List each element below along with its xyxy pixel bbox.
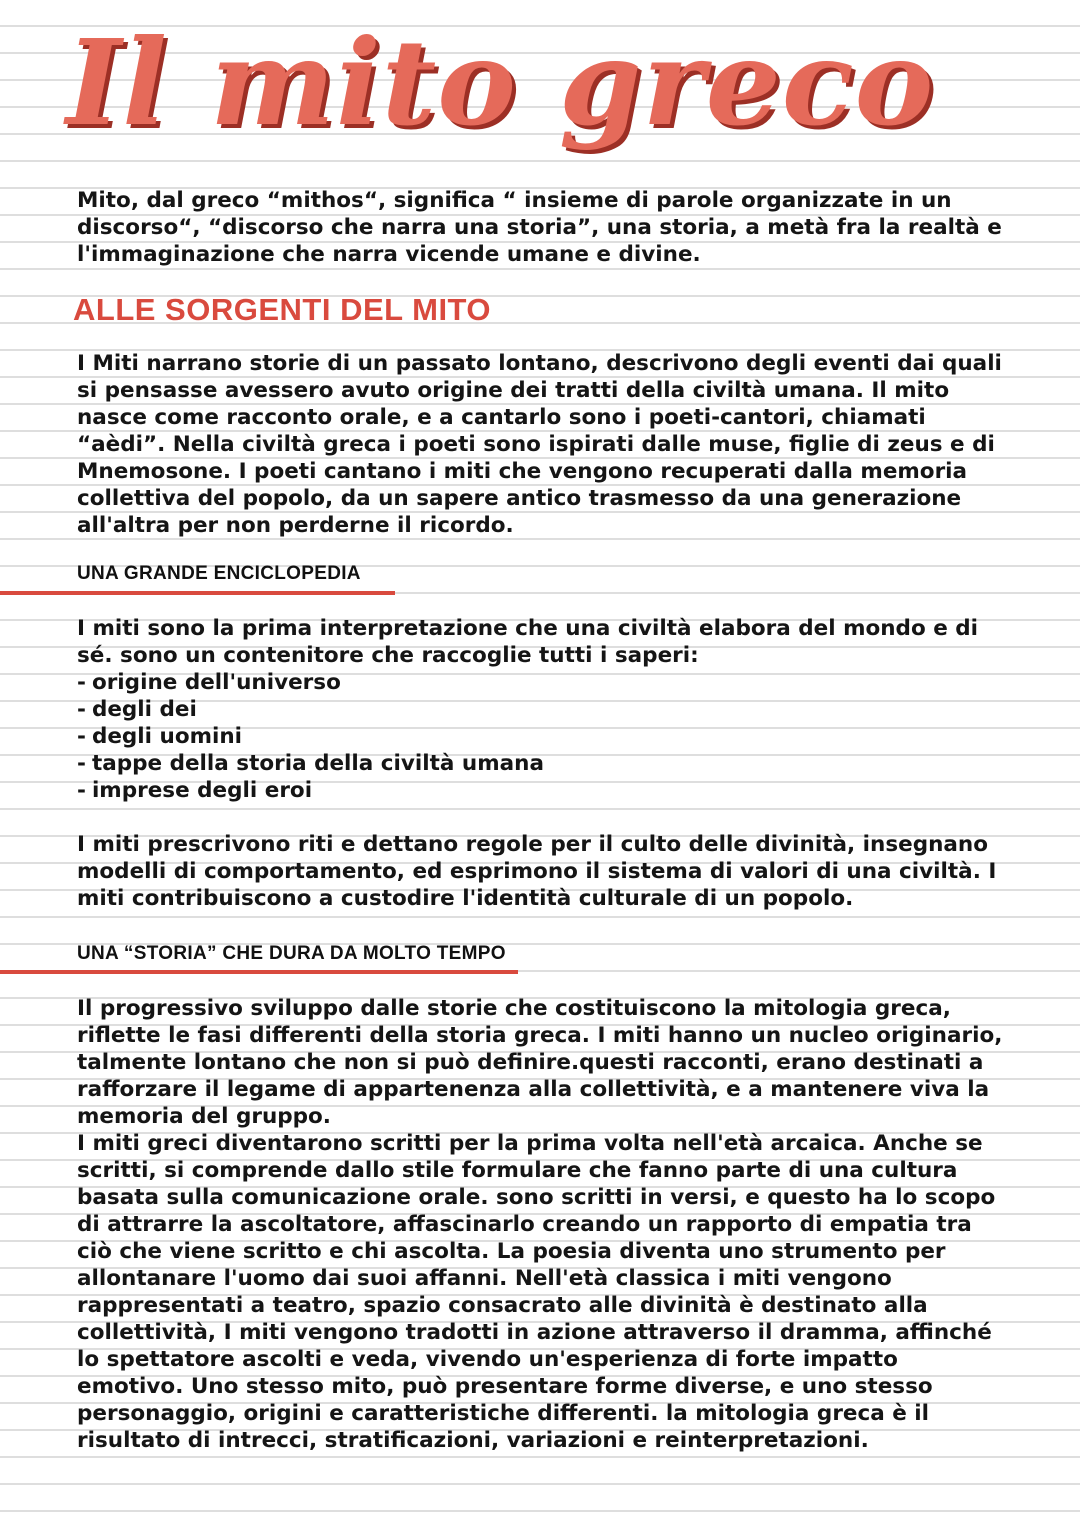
subheading-enciclopedia: UNA GRANDE ENCICLOPEDIA <box>77 563 361 584</box>
list-item: - degli dei <box>77 697 197 722</box>
intro-paragraph: Mito, dal greco “mithos“, significa “ insieme di parole organizzate in un discorso“, “discorso che narra una storia”, una storia, a metà fra la realtà e l'immaginazione che narra vicende umane e divine. <box>77 188 1002 267</box>
page-title: Il mito greco <box>66 13 935 152</box>
heading-underline <box>0 591 395 595</box>
storia-paragraph-2: I miti greci diventarono scritti per la prima volta nell'età arcaica. Anche se scritti, si comprende dallo stile formulare che fanno parte di una cultura basata sulla comunicazione orale. sono scritti in versi, e questo ha lo scopo di attrarre la ascoltatore, affascinarlo creando un rapporto di empatia tra ciò che viene scritto e chi ascolta. La poesia diventa uno strumento per allontanare l'uomo dai suoi affanni. Nell'età classica i miti vengono rappresentati a teatro, spazio consacrato alle divinità è destinato alla collettività, I miti vengono tradotti in azione attraverso il dramma, affinché lo spettatore ascolti e veda, vivendo un'esperienza di forte impatto emotivo. Uno stesso mito, può presentare forme diverse, e uno stesso personaggio, origini e caratteristiche differenti. la mitologia greca è il risultato di intrecci, stratificazioni, variazioni e reinterpretazioni. <box>77 1131 996 1453</box>
heading-underline <box>0 970 518 974</box>
sorgenti-paragraph: I Miti narrano storie di un passato lontano, descrivono degli eventi dai quali si pensasse avessero avuto origine dei tratti della civiltà umana. Il mito nasce come racconto orale, e a cantarlo sono i poeti-cantori, chiamati “aèdi”. Nella civiltà greca i poeti sono ispirati dalle muse, figlie di zeus e di Mnemosone. I poeti cantano i miti che vengono recuperati dalla memoria collettiva del popolo, da un sapere antico trasmesso da una generazione all'altra per non perderne il ricordo. <box>77 351 1002 538</box>
enciclopedia-paragraph: I miti sono la prima interpretazione che una civiltà elabora del mondo e di sé. sono un contenitore che raccoglie tutti i saperi: <box>77 616 979 668</box>
list-item: - tappe della storia della civiltà umana <box>77 751 544 776</box>
section-heading-sorgenti: ALLE SORGENTI DEL MITO <box>73 292 492 327</box>
list-item: - origine dell'universo <box>77 670 341 695</box>
subheading-storia: UNA “STORIA” CHE DURA DA MOLTO TEMPO <box>77 943 506 964</box>
storia-paragraph: Il progressivo sviluppo dalle storie che costituiscono la mitologia greca, riflette le fasi differenti della storia greca. I miti hanno un nucleo originario, talmente lontano che non si può definire.questi racconti, erano destinati a rafforzare il legame di appartenenza alla collettività, e a mantenere viva la memoria del gruppo. <box>77 996 1003 1129</box>
enciclopedia-paragraph-2: I miti prescrivono riti e dettano regole per il culto delle divinità, insegnano modelli di comportamento, ed esprimono il sistema di valori di una civiltà. I miti contribuiscono a custodire l'identità culturale di un popolo. <box>77 832 997 911</box>
list-item: - imprese degli eroi <box>77 778 313 803</box>
saperi-list <box>77 669 1007 804</box>
list-item: - degli uomini <box>77 724 243 749</box>
